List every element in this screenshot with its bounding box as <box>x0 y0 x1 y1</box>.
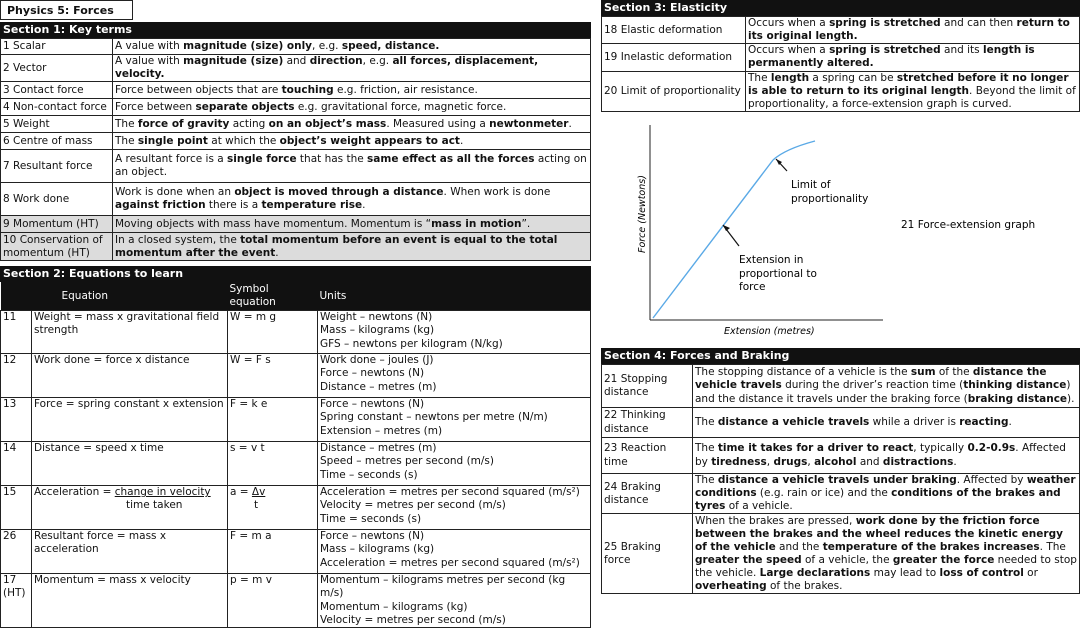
text-segment: e.g. gravitational force, magnetic force. <box>294 100 507 113</box>
term-label: 3 Contact force <box>1 82 113 99</box>
text-segment: ). <box>1067 392 1075 405</box>
text-segment: (e.g. rain or ice) and the <box>756 487 892 500</box>
bold-text: same effect as all the forces <box>367 153 535 166</box>
text-segment: Work is done when an <box>115 186 235 199</box>
text-segment: A resultant force is a <box>115 153 228 166</box>
text-segment: , typically <box>913 442 968 455</box>
text-segment: The <box>115 117 138 130</box>
text-segment: and the <box>775 540 823 553</box>
bold-text: distance the vehicle travels <box>695 366 1047 392</box>
text-segment: of a vehicle. <box>725 500 793 513</box>
equation-row <box>1 442 591 486</box>
unit-line: Force – newtons (N) <box>320 398 425 411</box>
text-segment: A value with <box>115 39 184 52</box>
bold-text: all forces, displacement, velocity. <box>115 55 539 81</box>
text-segment: Occurs when a <box>748 44 830 57</box>
text-segment: , <box>766 455 774 468</box>
text-segment: . Beyond the limit of proportionality, a force-extension graph is curved. <box>748 84 1076 110</box>
text-segment: of the brakes. <box>766 580 843 593</box>
text-segment: acting on an object. <box>115 153 587 179</box>
key-terms-table <box>0 38 591 261</box>
text-segment: The <box>695 442 718 455</box>
bold-text: greater the speed <box>695 553 802 566</box>
bold-text: magnitude (size) only <box>183 39 313 52</box>
bold-text: drugs <box>773 455 808 468</box>
proportional-line <box>653 160 773 318</box>
term-definition <box>693 438 1080 474</box>
bold-text: separate objects <box>195 100 295 113</box>
equation-row <box>1 311 591 354</box>
term-label: 1 Scalar <box>1 39 113 55</box>
bold-text: tiredness <box>711 455 767 468</box>
term-row <box>602 365 1080 408</box>
text-segment: needed to stop the vehicle. <box>695 553 1077 579</box>
bold-text: force of gravity <box>137 117 230 130</box>
bold-text: sum <box>910 366 936 379</box>
term-definition <box>113 216 591 233</box>
equation-row <box>1 530 591 574</box>
symbol-equation: W = F s <box>228 354 318 398</box>
text-segment: that has the <box>296 153 368 166</box>
text-segment: , e.g. <box>312 39 342 52</box>
units-list <box>318 311 591 354</box>
text-segment: . <box>459 134 464 147</box>
units-list <box>318 354 591 398</box>
term-definition <box>113 55 591 82</box>
text-segment: acting <box>229 117 269 130</box>
term-row <box>1 99 591 116</box>
text-segment: a spring can be <box>809 71 897 84</box>
term-row <box>602 474 1080 514</box>
bold-text: length <box>770 71 810 84</box>
section1-header: Section 1: Key terms <box>0 22 591 38</box>
bold-text: magnitude (size) <box>183 55 284 67</box>
curved-section <box>773 141 815 160</box>
term-row <box>1 82 591 99</box>
unit-line: Weight – newtons (N) <box>320 311 433 324</box>
bold-text: distance a vehicle travels <box>717 415 870 428</box>
units-list <box>318 530 591 574</box>
symbol-equation: p = m v <box>228 574 318 628</box>
unit-line: Momentum – kilograms (kg) <box>320 600 468 613</box>
section2-header: Section 2: Equations to learn <box>0 266 591 282</box>
extension-arrowhead <box>723 225 730 231</box>
symbol-equation: F = k e <box>228 398 318 442</box>
bold-text: direction <box>309 55 363 67</box>
bold-text: alcohol <box>814 455 857 468</box>
bold-text: time it takes for a driver to react <box>717 442 914 455</box>
text-segment: A value with <box>115 55 184 67</box>
text-segment: at which the <box>207 134 280 147</box>
elasticity-table <box>601 16 1080 112</box>
term-label: 10 Conservation of momentum (HT) <box>1 233 113 261</box>
term-label: 18 Elastic deformation <box>602 17 746 44</box>
bold-text: weather conditions <box>695 474 1076 500</box>
bold-text: temperature of the brakes increases <box>822 540 1040 553</box>
text-segment: . <box>275 246 279 259</box>
term-label: 25 Braking force <box>602 514 693 594</box>
bold-text: single force <box>227 153 297 166</box>
word-equation: Momentum = mass x velocity <box>32 574 228 628</box>
word-equation: Resultant force = mass x acceleration <box>32 530 228 574</box>
term-row <box>1 233 591 261</box>
eq-prefix: Acceleration = <box>34 486 115 499</box>
text-segment: When the brakes are pressed, <box>695 514 856 527</box>
word-equation: Work done = force x distance <box>32 354 228 398</box>
bold-text: touching <box>281 83 334 96</box>
term-row <box>602 408 1080 438</box>
bold-text: conditions of the brakes and tyres <box>695 487 1061 513</box>
term-label: 20 Limit of proportionality <box>602 71 746 111</box>
text-segment: Force between objects that are <box>115 83 282 96</box>
text-segment: . The <box>1039 540 1066 553</box>
unit-line: Mass – kilograms (kg) <box>320 324 435 337</box>
term-row <box>602 514 1080 594</box>
text-segment: The <box>695 474 718 486</box>
equations-table <box>0 282 591 628</box>
text-segment: . <box>953 455 957 468</box>
page-title: Physics 5: Forces <box>0 0 133 20</box>
text-segment: The stopping distance of a vehicle is the <box>695 366 911 379</box>
bold-text: against friction <box>115 199 206 212</box>
text-segment: , <box>807 455 815 468</box>
equation-row <box>1 398 591 442</box>
term-row <box>1 216 591 233</box>
bold-text: newtonmeter <box>489 117 569 130</box>
text-segment: The <box>695 415 718 428</box>
term-row <box>1 116 591 133</box>
symbol-equation: s = v t <box>228 442 318 486</box>
eq-denominator: time taken <box>126 499 183 512</box>
unit-line: Force – newtons (N) <box>320 367 425 380</box>
graph-caption: 21 Force-extension graph <box>901 219 1036 231</box>
text-segment: and can then <box>940 17 1017 29</box>
word-equation: Distance = speed x time <box>32 442 228 486</box>
annotation-extension-3: force <box>739 281 766 293</box>
word-equation <box>32 486 228 530</box>
bold-text: total momentum before an event is equal to the total momentum after the event <box>115 233 558 259</box>
bold-text: object is moved through a distance <box>234 186 444 199</box>
unit-line: Mass – kilograms (kg) <box>320 543 435 556</box>
bold-text: Large declarations <box>759 567 871 579</box>
text-segment: ”. <box>521 217 531 230</box>
units-list <box>318 486 591 530</box>
unit-line: Distance – metres (m) <box>320 380 437 393</box>
text-segment: may lead to <box>870 567 940 579</box>
bold-text: 0.2-0.9s <box>967 442 1016 455</box>
unit-line: Velocity = metres per second (m/s) <box>320 613 506 626</box>
col-symbol: Symbol equation <box>228 282 318 311</box>
text-segment: , e.g. <box>362 55 393 67</box>
unit-line: Work done – joules (J) <box>320 354 434 367</box>
text-segment: while a driver is <box>869 415 960 428</box>
symbol-equation <box>228 486 318 530</box>
text-segment: or <box>1023 567 1038 579</box>
text-segment: . <box>1008 415 1012 428</box>
text-segment: In a closed system, the <box>115 233 241 246</box>
unit-line: Momentum – kilograms metres per second (kg m/s) <box>320 574 566 600</box>
force-extension-graph <box>601 115 1080 343</box>
term-row <box>602 438 1080 474</box>
term-definition <box>693 408 1080 438</box>
bold-text: distance a vehicle travels under braking <box>717 474 957 486</box>
text-segment: . <box>568 117 572 130</box>
bold-text: spring is stretched <box>829 17 941 29</box>
text-segment: e.g. friction, air resistance. <box>333 83 478 96</box>
y-axis-label: Force (Newtons) <box>637 175 648 253</box>
term-label: 22 Thinking distance <box>602 408 693 438</box>
bold-text: speed, distance. <box>341 39 440 52</box>
text-segment: . <box>362 199 366 212</box>
equation-row <box>1 574 591 628</box>
text-segment: during the driver’s reaction time ( <box>781 379 964 392</box>
sym-numerator: Δv <box>251 486 266 499</box>
term-row <box>1 55 591 82</box>
term-definition <box>113 183 591 216</box>
term-label: 2 Vector <box>1 55 113 82</box>
col-equation: Equation <box>32 282 228 311</box>
bold-text: spring is stretched <box>829 44 941 57</box>
bold-text: stretched before it no longer is able to return to its original length <box>748 71 1069 97</box>
bold-text: thinking distance <box>963 379 1067 392</box>
bold-text: object’s weight appears to act <box>279 134 460 147</box>
unit-line: Acceleration = metres per second squared (m/s²) <box>320 486 580 499</box>
unit-line: Velocity = metres per second (m/s) <box>320 499 506 512</box>
bold-text: on an object’s mass <box>268 117 387 130</box>
equation-number: 12 <box>1 354 32 398</box>
term-row <box>1 133 591 150</box>
term-label: 8 Work done <box>1 183 113 216</box>
text-segment: and its <box>940 44 983 57</box>
equation-row <box>1 486 591 530</box>
unit-line: Speed – metres per second (m/s) <box>320 455 494 468</box>
text-segment: Occurs when a <box>748 17 830 29</box>
term-definition <box>746 71 1080 111</box>
equation-number: 15 <box>1 486 32 530</box>
term-label: 5 Weight <box>1 116 113 133</box>
bold-text: braking distance <box>967 392 1068 405</box>
col-units: Units <box>318 282 591 311</box>
section-equations <box>0 266 591 628</box>
annotation-limit-2: proportionality <box>791 193 869 205</box>
eq-numerator: change in velocity <box>114 486 211 499</box>
term-definition <box>746 17 1080 44</box>
annotation-extension-2: proportional to <box>739 268 817 280</box>
annotation-extension-1: Extension in <box>739 254 804 266</box>
term-definition <box>113 150 591 183</box>
term-label: 9 Momentum (HT) <box>1 216 113 233</box>
term-definition <box>113 39 591 55</box>
bold-text: loss of control <box>939 567 1024 579</box>
symbol-equation: W = m g <box>228 311 318 354</box>
graph-svg <box>601 115 1080 343</box>
term-definition <box>113 233 591 261</box>
text-segment: Force between <box>115 100 196 113</box>
text-segment: of the <box>935 366 973 379</box>
term-label: 23 Reaction time <box>602 438 693 474</box>
term-row <box>602 17 1080 44</box>
term-definition <box>693 474 1080 514</box>
term-definition <box>693 514 1080 594</box>
equation-row <box>1 354 591 398</box>
word-equation: Weight = mass x gravitational field strength <box>32 311 228 354</box>
equation-number: 14 <box>1 442 32 486</box>
term-row <box>602 44 1080 71</box>
term-row <box>602 71 1080 111</box>
bold-text: reacting <box>959 415 1009 428</box>
word-equation: Force = spring constant x extension <box>32 398 228 442</box>
bold-text: overheating <box>695 580 767 593</box>
sym-prefix: a = <box>230 486 252 499</box>
text-segment: . When work is done <box>443 186 551 199</box>
unit-line: Extension – metres (m) <box>320 424 443 437</box>
section-elasticity <box>601 0 1080 112</box>
x-axis-label: Extension (metres) <box>724 326 815 337</box>
bold-text: greater the force <box>892 553 995 566</box>
unit-line: Acceleration = metres per second squared (m/s²) <box>320 556 580 569</box>
bold-text: length is permanently altered. <box>748 44 1035 70</box>
term-row <box>1 150 591 183</box>
text-segment: . Measured using a <box>386 117 490 130</box>
term-definition <box>693 365 1080 408</box>
sym-denominator: t <box>254 499 259 512</box>
bold-text: return to its original length. <box>748 17 1070 43</box>
bold-text: temperature rise <box>261 199 363 212</box>
unit-line: GFS – newtons per kilogram (N/kg) <box>320 337 503 350</box>
equation-number: 13 <box>1 398 32 442</box>
bold-text: single point <box>137 134 208 147</box>
equations-column-headers <box>1 282 591 311</box>
text-segment: The <box>115 134 138 147</box>
term-label: 4 Non-contact force <box>1 99 113 116</box>
text-segment: ) and the distance it travels under the braking force ( <box>695 379 1071 405</box>
units-list <box>318 398 591 442</box>
unit-line: Time = seconds (s) <box>320 512 422 525</box>
equation-number: 26 <box>1 530 32 574</box>
units-list <box>318 574 591 628</box>
term-row <box>1 39 591 55</box>
units-list <box>318 442 591 486</box>
section-key-terms <box>0 22 591 261</box>
annotation-limit-1: Limit of <box>791 179 831 191</box>
bold-text: mass in motion <box>431 217 522 230</box>
term-label: 7 Resultant force <box>1 150 113 183</box>
braking-table <box>601 364 1080 594</box>
term-definition <box>113 99 591 116</box>
term-definition <box>113 116 591 133</box>
bold-text: distractions <box>882 455 954 468</box>
term-label: 21 Stopping distance <box>602 365 693 408</box>
section3-header: Section 3: Elasticity <box>601 0 1080 16</box>
text-segment: Moving objects with mass have momentum. Momentum is “ <box>115 217 432 230</box>
text-segment: there is a <box>205 199 262 212</box>
term-row <box>1 183 591 216</box>
unit-line: Time – seconds (s) <box>320 468 418 481</box>
term-definition <box>113 82 591 99</box>
term-definition <box>113 133 591 150</box>
text-segment: and <box>856 455 883 468</box>
unit-line: Distance – metres (m) <box>320 442 437 455</box>
term-label: 19 Inelastic deformation <box>602 44 746 71</box>
equation-number: 11 <box>1 311 32 354</box>
equation-number: 17 (HT) <box>1 574 32 628</box>
text-segment: . Affected by <box>956 474 1027 486</box>
unit-line: Force – newtons (N) <box>320 530 425 543</box>
section4-header: Section 4: Forces and Braking <box>601 348 1080 364</box>
text-segment: . Affected by <box>695 442 1066 468</box>
term-label: 6 Centre of mass <box>1 133 113 150</box>
text-segment: and <box>283 55 310 67</box>
term-definition <box>746 44 1080 71</box>
bold-text: work done by the friction force between the brakes and the wheel reduces the kinetic energy of the vehicle <box>695 514 1063 553</box>
section-forces-braking <box>601 348 1080 594</box>
symbol-equation: F = m a <box>228 530 318 574</box>
unit-line: Spring constant – newtons per metre (N/m) <box>320 411 548 424</box>
term-label: 24 Braking distance <box>602 474 693 514</box>
text-segment: of a vehicle, the <box>801 553 893 566</box>
text-segment: The <box>748 71 771 84</box>
